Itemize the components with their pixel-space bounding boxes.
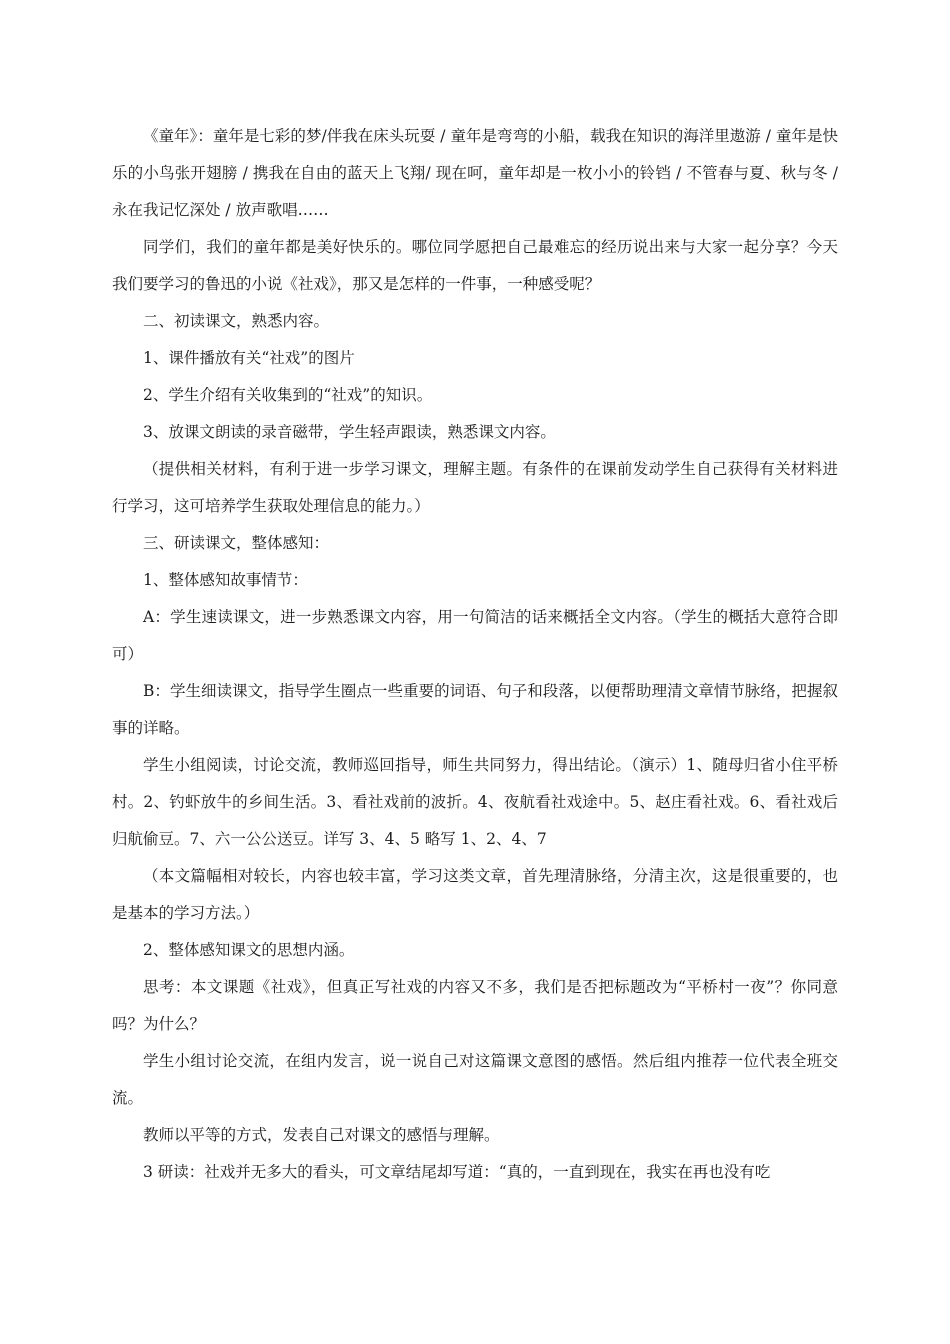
list-item: 3、放课文朗读的录音磁带，学生轻声跟读，熟悉课文内容。 [143,423,556,441]
paragraph-discussion: 学生小组讨论交流，在组内发言，说一说自己对这篇课文意图的感悟。然后组内推荐一位代表全班交流。 [112,1052,838,1107]
paragraph-note: （提供相关材料，有利于进一步学习课文，理解主题。有条件的在课前发动学生自己获得有关材料进行学习，这可培养学生获取处理信息的能力。） [112,460,838,515]
section-heading-3: 三、研读课文，整体感知： [143,534,330,552]
list-item: 1、课件播放有关“社戏”的图片 [143,349,355,367]
subheading: 1、整体感知故事情节： [143,571,308,589]
paragraph-note: （本文篇幅相对较长，内容也较丰富，学习这类文章，首先理清脉络，分清主次，这是很重要的，也是基本的学习方法。） [112,867,838,922]
paragraph-study: 3 研读：社戏并无多大的看头，可文章结尾却写道：“真的，一直到现在，我实在再也没有吃 [143,1163,771,1181]
paragraph-question: 思考：本文课题《社戏》，但真正写社戏的内容又不多，我们是否把标题改为“平桥村一夜”？你同意吗？为什么？ [112,978,838,1033]
document-page [112,118,838,1191]
list-item: 2、学生介绍有关收集到的“社戏”的知识。 [143,386,433,404]
paragraph-teacher: 教师以平等的方式，发表自己对课文的感悟与理解。 [143,1126,500,1144]
paragraph-group-reading: 学生小组阅读，讨论交流，教师巡回指导，师生共同努力，得出结论。（演示）1、随母归省小住平桥村。2、钓虾放牛的乡间生活。3、看社戏前的波折。4、夜航看社戏途中。5、赵庄看社戏。6、看社戏后归航偷豆。7、六一公公送豆。详写 3、4、5 略写 1、2、4、7 [112,756,838,848]
paragraph-poem: 《童年》：童年是七彩的梦/伴我在床头玩耍 / 童年是弯弯的小船，载我在知识的海洋里遨游 / 童年是快乐的小鸟张开翅膀 / 携我在自由的蓝天上飞翔/ 现在呵，童年却是一枚小小的铃铛 / 不管春与夏、秋与冬 / 永在我记忆深处 / 放声歌唱…… [112,127,838,219]
paragraph-b: B：学生细读课文，指导学生圈点一些重要的词语、句子和段落，以便帮助理清文章情节脉络，把握叙事的详略。 [112,682,838,737]
paragraph-intro: 同学们，我们的童年都是美好快乐的。哪位同学愿把自己最难忘的经历说出来与大家一起分享？今天我们要学习的鲁迅的小说《社戏》，那又是怎样的一件事，一种感受呢？ [112,238,838,293]
section-heading-2: 二、初读课文，熟悉内容。 [143,312,330,330]
paragraph-a: A：学生速读课文，进一步熟悉课文内容，用一句简洁的话来概括全文内容。（学生的概括大意符合即可） [112,608,838,663]
subheading: 2、整体感知课文的思想内涵。 [143,941,355,959]
